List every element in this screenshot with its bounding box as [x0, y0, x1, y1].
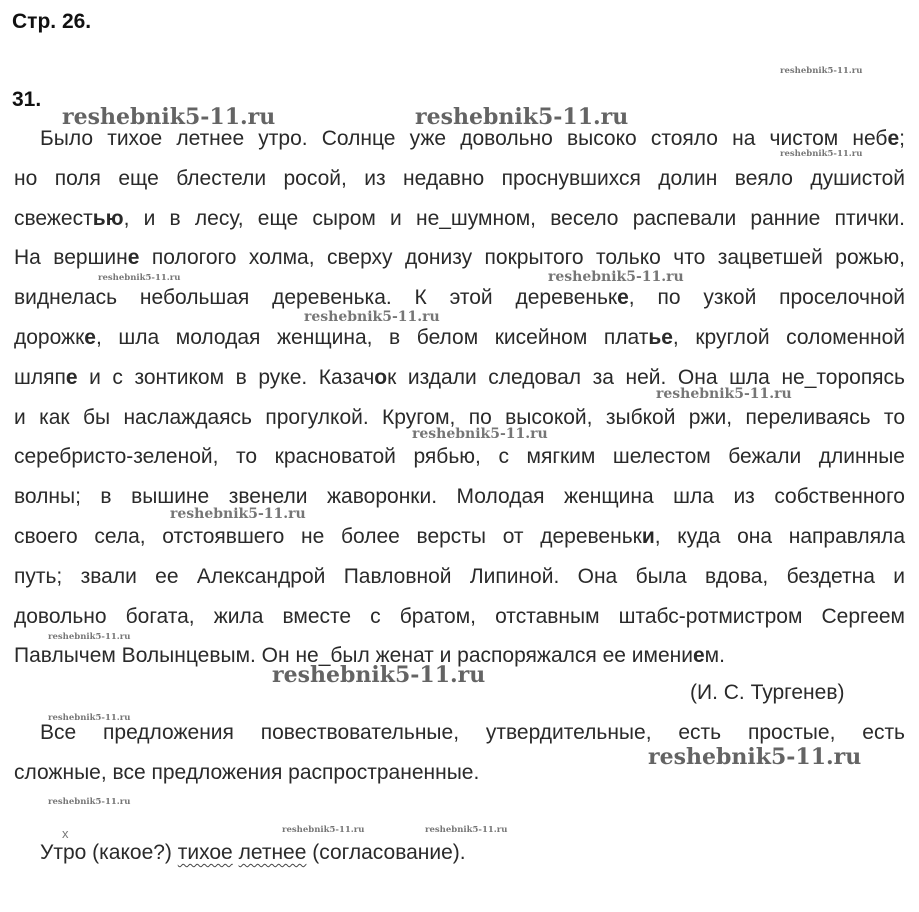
text-line: серебристо-зеленой, то красноватой рябью, с мягким шелестом бежали длинные: [14, 445, 905, 468]
watermark: reshebnik5-11.ru: [48, 797, 131, 807]
watermark: reshebnik5-11.ru: [656, 386, 792, 402]
conclusion-line-2: сложные, все предложения распространенные.: [14, 761, 480, 784]
analysis-line: [40, 841, 466, 865]
text-line: но поля еще блестели росой, из недавно проснувшихся долин веяло душистой: [14, 167, 905, 190]
text-line: путь; звали ее Александрой Павловной Липиной. Она была вдова, бездетна и: [14, 565, 905, 588]
attribution: (И. С. Тургенев): [690, 681, 845, 704]
watermark: reshebnik5-11.ru: [304, 309, 440, 325]
text-line: Павлычем Волынцевым. Он не_был женат и распоряжался ее имением.: [14, 644, 725, 667]
exercise-number: 31.: [12, 88, 42, 111]
watermark: reshebnik5-11.ru: [648, 744, 862, 770]
watermark: reshebnik5-11.ru: [425, 825, 508, 835]
watermark: reshebnik5-11.ru: [780, 149, 863, 159]
watermark: reshebnik5-11.ru: [780, 66, 863, 76]
text-line: и как бы наслаждаясь прогулкой. Кругом, по высокой, зыбкой ржи, переливаясь то: [14, 406, 905, 429]
text-line: своего села, отстоявшего не более версты от деревеньки, куда она направляла: [14, 525, 905, 548]
text-line: волны; в вышине звенели жаворонки. Молодая женщина шла из собственного: [14, 485, 905, 508]
text-line: шляпе и с зонтиком в руке. Казачок издали следовал за ней. Она шла не_торопясь: [14, 366, 905, 389]
watermark: reshebnik5-11.ru: [170, 506, 306, 522]
text-line: дорожке, шла молодая женщина, в белом кисейном платье, круглой соломенной: [14, 326, 905, 349]
watermark: reshebnik5-11.ru: [282, 825, 365, 835]
analysis-word-2: летнее: [238, 841, 307, 864]
text-line: На вершине пологого холма, сверху донизу покрытого только что зацветшей рожью,: [14, 246, 905, 269]
watermark: reshebnik5-11.ru: [548, 269, 684, 285]
analysis-word-1: тихое: [177, 841, 233, 864]
text-line: Было тихое летнее утро. Солнце уже довольно высоко стояло на чистом небе;: [40, 127, 905, 150]
analysis-before: Утро (какое?): [40, 841, 178, 864]
watermark: reshebnik5-11.ru: [415, 104, 629, 130]
text-line: свежестью, и в лесу, еще сыром и не_шумном, весело распевали ранние птички.: [14, 207, 905, 230]
text-line: виднелась небольшая деревенька. К этой деревеньке, по узкой проселочной: [14, 286, 905, 309]
watermark: reshebnik5-11.ru: [62, 104, 276, 130]
subject-marker: x: [62, 826, 69, 841]
watermark: reshebnik5-11.ru: [412, 426, 548, 442]
conclusion-line-1: Все предложения повествовательные, утвердительные, есть простые, есть: [40, 721, 905, 744]
analysis-after: (согласование).: [306, 841, 466, 864]
watermark: reshebnik5-11.ru: [98, 273, 181, 283]
watermark: reshebnik5-11.ru: [272, 662, 486, 688]
text-line: довольно богата, жила вместе с братом, отставным штабс-ротмистром Сергеем: [14, 605, 905, 628]
watermark: reshebnik5-11.ru: [48, 713, 131, 723]
watermark: reshebnik5-11.ru: [48, 632, 131, 642]
page-label: Стр. 26.: [12, 10, 92, 33]
